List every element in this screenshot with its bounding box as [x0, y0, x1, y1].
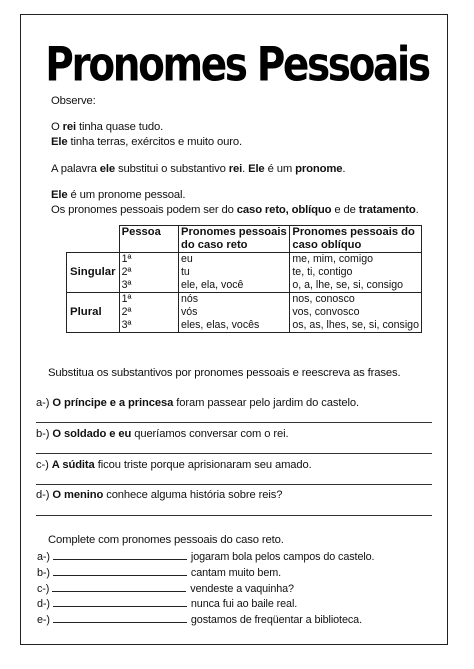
- exercise1-instruction: Substitua os substantivos por pronomes pessoais e reescreva as frases.: [48, 367, 401, 379]
- reto-cell: nós vós eles, elas, vocês: [178, 293, 289, 333]
- obliquo-cell: nos, conosco vos, convosco os, as, lhes, se, si, consigo: [290, 293, 422, 333]
- exercise1-item-d: d-) O menino conhece alguma história sobre reis?: [36, 489, 283, 501]
- header-pessoa: Pessoa: [119, 226, 178, 253]
- table-header-row: [67, 226, 422, 253]
- pessoa-cell: 1ª 2ª 3ª: [119, 253, 178, 293]
- intro-line-1: O rei tinha quase tudo.: [51, 121, 164, 133]
- table-corner-cell: [67, 226, 120, 253]
- group-label-plural: Plural: [67, 293, 120, 333]
- exercise2-instruction: Complete com pronomes pessoais do caso reto.: [48, 534, 284, 546]
- header-caso-reto: Pronomes pessoais do caso reto: [178, 226, 289, 253]
- obliquo-cell: me, mim, comigo te, ti, contigo o, a, lhe, se, si, consigo: [290, 253, 422, 293]
- blank-field[interactable]: [53, 566, 187, 576]
- intro-line-5: Os pronomes pessoais podem ser do caso reto, oblíquo e de tratamento.: [51, 204, 419, 216]
- header-caso-obliquo: Pronomes pessoais do caso oblíquo: [290, 226, 422, 253]
- blank-field[interactable]: [53, 613, 187, 623]
- answer-line-d[interactable]: [36, 515, 432, 516]
- pessoa-cell: 1ª 2ª 3ª: [119, 293, 178, 333]
- exercise1-item-b: b-) O soldado e eu queríamos conversar com o rei.: [36, 428, 289, 440]
- blank-field[interactable]: [53, 550, 187, 560]
- exercise2-item-d: d-) nunca fui ao baile real.: [37, 598, 298, 610]
- exercise2-item-b: b-) cantam muito bem.: [37, 567, 282, 579]
- answer-line-c[interactable]: [36, 484, 432, 485]
- exercise2-item-a: a-) jogaram bola pelos campos do castelo.: [37, 551, 375, 563]
- exercise2-item-e: e-) gostamos de freqüentar a biblioteca.: [37, 614, 362, 626]
- exercise2-item-c: c-) vendeste a vaquinha?: [37, 583, 294, 595]
- pronouns-table: [66, 225, 422, 333]
- answer-line-a[interactable]: [36, 422, 432, 423]
- table-row: [67, 253, 422, 293]
- exercise1-item-a: a-) O príncipe e a princesa foram passear pelo jardim do castelo.: [36, 397, 360, 409]
- table-row: [67, 293, 422, 333]
- reto-cell: eu tu ele, ela, você: [178, 253, 289, 293]
- page-title: Pronomes Pessoais: [45, 38, 429, 93]
- intro-line-4: Ele é um pronome pessoal.: [51, 189, 186, 201]
- intro-line-3: A palavra ele substitui o substantivo rei. Ele é um pronome.: [51, 163, 346, 175]
- intro-line-2: Ele tinha terras, exércitos e muito ouro.: [51, 136, 243, 148]
- blank-field[interactable]: [53, 597, 187, 607]
- group-label-singular: Singular: [67, 253, 120, 293]
- answer-line-b[interactable]: [36, 453, 432, 454]
- observe-label: Observe:: [51, 95, 96, 107]
- exercise1-item-c: c-) A súdita ficou triste porque aprisionaram seu amado.: [36, 459, 312, 471]
- blank-field[interactable]: [52, 582, 186, 592]
